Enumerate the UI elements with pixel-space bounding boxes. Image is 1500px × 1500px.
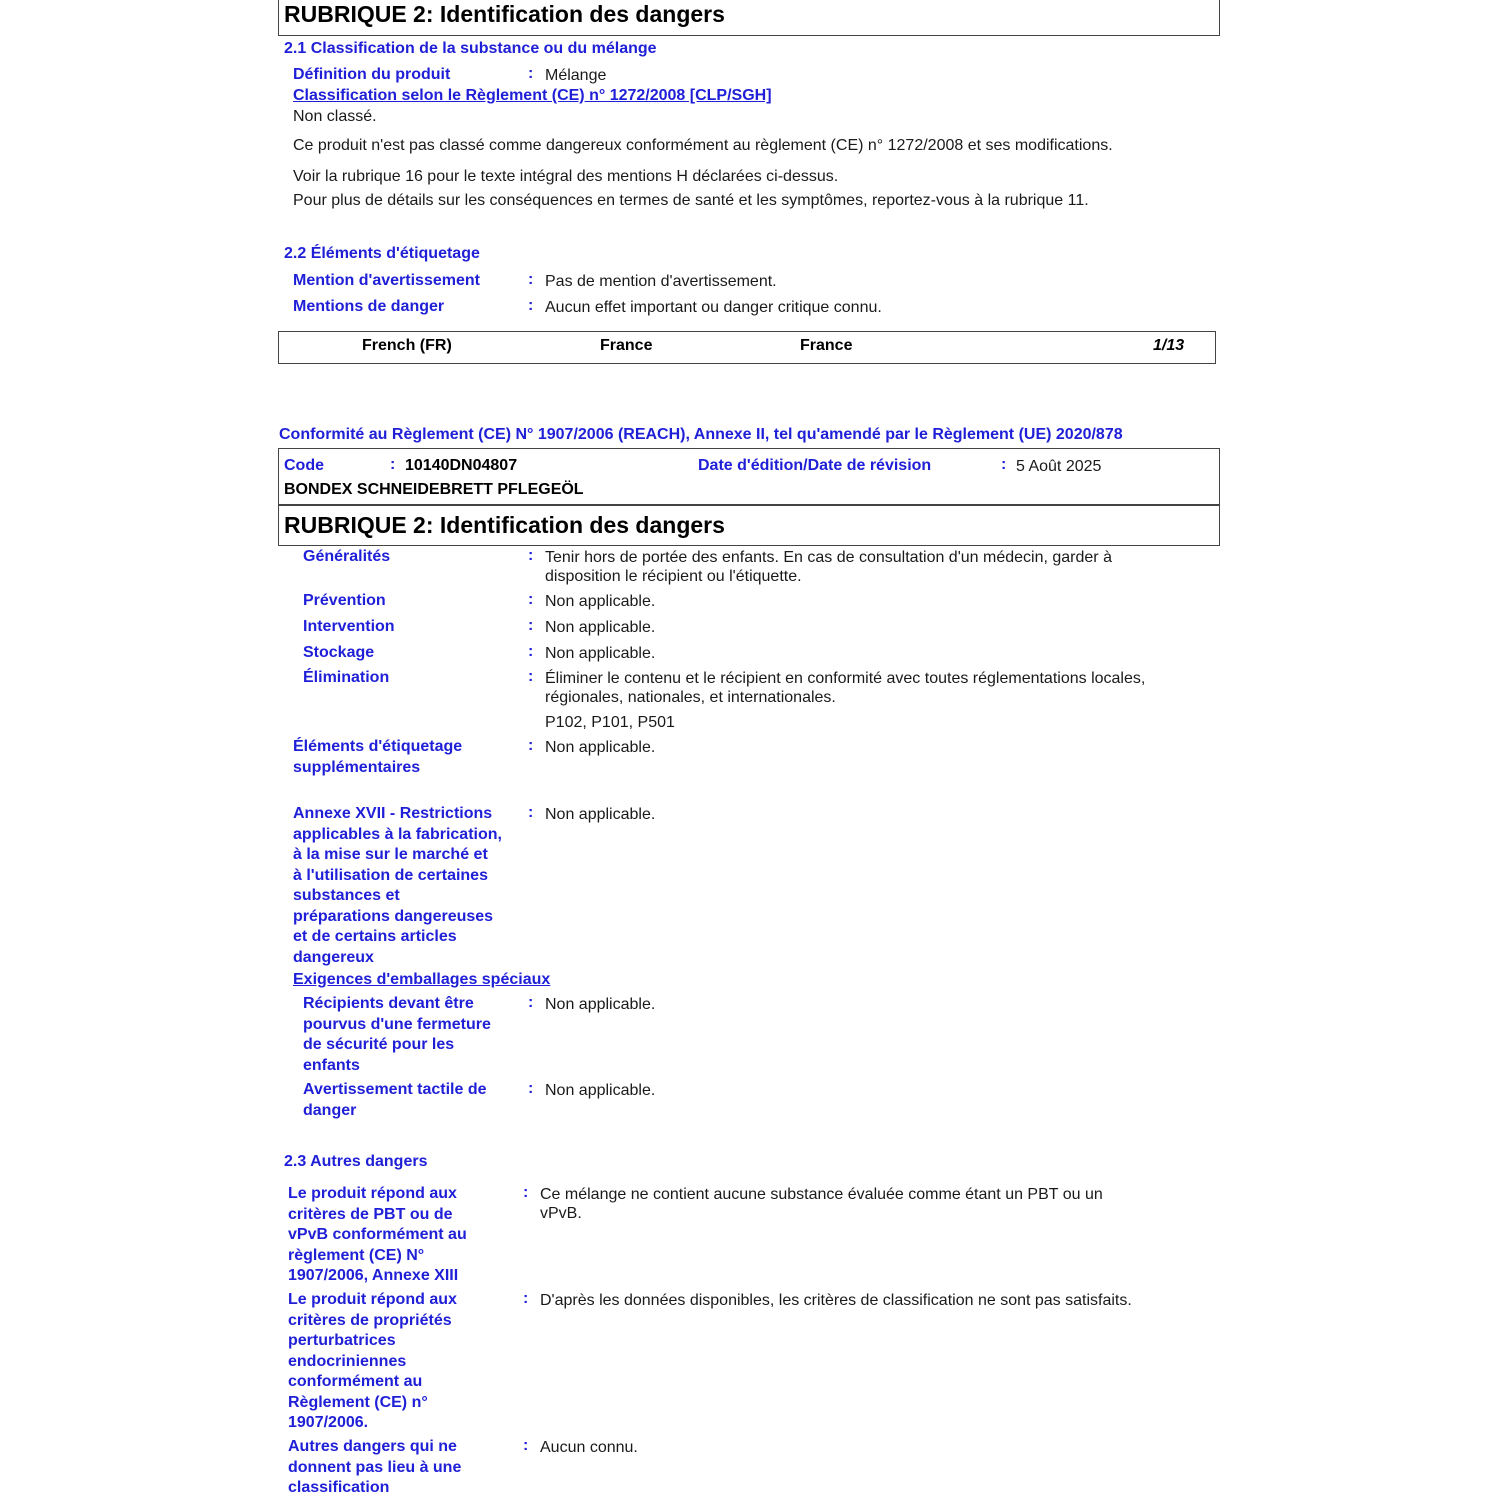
label-line: et de certains articles [293, 928, 457, 945]
colon: : [1001, 456, 1007, 473]
revision-date-label: Date d'édition/Date de révision [698, 457, 932, 474]
footer-page-number: 1/13 [1153, 337, 1185, 354]
disposal-value-line-1: Éliminer le contenu et le récipient en conformité avec toutes réglementations locales, [545, 670, 1146, 687]
product-definition-label: Définition du produit [293, 66, 451, 83]
label-line: donnent pas lieu à une [288, 1458, 462, 1476]
disposal-label: Élimination [303, 669, 390, 686]
label-line: préparations dangereuses [293, 907, 494, 925]
child-resistant-label [303, 994, 491, 1076]
label-line: à la mise sur le marché et [293, 846, 488, 863]
general-label: Généralités [303, 548, 391, 565]
label-line: vPvB conformément au [288, 1226, 467, 1243]
footer-country-2: France [800, 337, 853, 354]
label-line: endocriniennes [288, 1352, 407, 1370]
label-line: Le produit répond aux [288, 1291, 457, 1308]
other-hazards-label [288, 1437, 461, 1499]
intervention-label: Intervention [303, 618, 395, 635]
special-packaging-heading: Exigences d'emballages spéciaux [293, 971, 551, 988]
colon: : [390, 456, 396, 473]
subsection-2-3-heading: 2.3 Autres dangers [284, 1153, 428, 1170]
colon: : [523, 1437, 529, 1454]
precautionary-codes: P102, P101, P501 [545, 714, 675, 731]
label-line: de sécurité pour les [303, 1036, 455, 1053]
colon: : [528, 65, 534, 82]
colon: : [528, 617, 534, 634]
colon: : [528, 547, 534, 564]
colon: : [528, 668, 534, 685]
colon: : [523, 1184, 529, 1201]
tactile-warning-label [303, 1080, 486, 1121]
label-line: critères de propriétés [288, 1311, 452, 1329]
label-line: à l'utilisation de certaines [293, 866, 488, 884]
subsection-2-1-heading: 2.1 Classification de la substance ou du mélange [284, 40, 657, 57]
prevention-label: Prévention [303, 592, 386, 609]
colon: : [528, 804, 534, 821]
storage-value: Non applicable. [545, 645, 656, 662]
colon: : [528, 297, 534, 314]
signal-word-value: Pas de mention d'avertissement. [545, 273, 777, 290]
disposal-value-line-2: régionales, nationales, et internationales. [545, 689, 836, 706]
revision-date-value: 5 Août 2025 [1016, 458, 1102, 475]
label-line: Récipients devant être [303, 995, 474, 1012]
code-value: 10140DN04807 [405, 457, 518, 474]
footer-language: French (FR) [362, 337, 452, 354]
endocrine-value: D'après les données disponibles, les critères de classification ne sont pas satisfaits. [540, 1292, 1132, 1309]
tactile-warning-value: Non applicable. [545, 1082, 656, 1099]
label-line: perturbatrices [288, 1332, 396, 1349]
colon: : [528, 591, 534, 608]
label-line: 1907/2006. [288, 1414, 369, 1431]
hazard-statements-value: Aucun effet important ou danger critique connu. [545, 299, 882, 316]
label-line: dangereux [293, 948, 374, 966]
intervention-value: Non applicable. [545, 619, 656, 636]
pbt-label [288, 1184, 467, 1287]
storage-label: Stockage [303, 644, 375, 661]
supplementary-label-line-1: Éléments d'étiquetage [293, 738, 463, 755]
annex-xvii-value: Non applicable. [545, 806, 656, 823]
pbt-value-line-2: vPvB. [540, 1205, 582, 1222]
annex-xvii-label [293, 804, 502, 968]
colon: : [528, 994, 534, 1011]
label-line: 1907/2006, Annexe XIII [288, 1267, 459, 1284]
subsection-2-2-heading: 2.2 Éléments d'étiquetage [284, 245, 480, 262]
prevention-value: Non applicable. [545, 593, 656, 610]
reach-conformity-heading: Conformité au Règlement (CE) N° 1907/2006 (REACH), Annexe II, tel qu'amendé par le Règlement (UE) 2020/878 [279, 426, 1123, 443]
colon: : [523, 1290, 529, 1307]
label-line: pourvus d'une fermeture [303, 1015, 491, 1033]
health-effects-note: Pour plus de détails sur les conséquences en termes de santé et les symptômes, reportez-vous à la rubrique 11. [293, 192, 1089, 209]
footer-country: France [600, 337, 653, 354]
label-line: substances et [293, 887, 400, 904]
signal-word-label: Mention d'avertissement [293, 272, 480, 289]
colon: : [528, 271, 534, 288]
pbt-value-line-1: Ce mélange ne contient aucune substance évaluée comme étant un PBT ou un [540, 1186, 1103, 1203]
label-line: règlement (CE) N° [288, 1246, 425, 1264]
h-statements-note: Voir la rubrique 16 pour le texte intégral des mentions H déclarées ci-dessus. [293, 168, 839, 185]
general-value-line-1: Tenir hors de portée des enfants. En cas de consultation d'un médecin, garder à [545, 549, 1112, 566]
colon: : [528, 1080, 534, 1097]
product-definition-value: Mélange [545, 67, 607, 84]
not-classified-text: Non classé. [293, 108, 377, 125]
colon: : [528, 737, 534, 754]
label-line: classification [288, 1479, 390, 1496]
label-line: Annexe XVII - Restrictions [293, 805, 493, 822]
child-resistant-value: Non applicable. [545, 996, 656, 1013]
supplementary-label-line-2: supplémentaires [293, 759, 421, 776]
colon: : [528, 643, 534, 660]
section-title-1: RUBRIQUE 2: Identification des dangers [284, 1, 725, 27]
section-title-2: RUBRIQUE 2: Identification des dangers [284, 512, 725, 538]
clp-classification-heading: Classification selon le Règlement (CE) n° 1272/2008 [CLP/SGH] [293, 87, 772, 104]
general-value-line-2: disposition le récipient ou l'étiquette. [545, 568, 802, 585]
label-line: Avertissement tactile de [303, 1081, 487, 1098]
label-line: conformément au [288, 1373, 423, 1390]
endocrine-label [288, 1290, 457, 1434]
label-line: applicables à la fabrication, [293, 825, 502, 843]
label-line: enfants [303, 1056, 360, 1074]
product-name: BONDEX SCHNEIDEBRETT PFLEGEÖL [284, 481, 584, 498]
classification-paragraph: Ce produit n'est pas classé comme dangereux conformément au règlement (CE) n° 1272/2008 et ses modifications. [293, 137, 1113, 154]
code-label: Code [284, 457, 324, 474]
label-line: danger [303, 1101, 357, 1119]
other-hazards-value: Aucun connu. [540, 1439, 638, 1456]
label-line: Règlement (CE) n° [288, 1393, 428, 1411]
hazard-statements-label: Mentions de danger [293, 298, 445, 315]
label-line: critères de PBT ou de [288, 1205, 453, 1223]
supplementary-value: Non applicable. [545, 739, 656, 756]
label-line: Autres dangers qui ne [288, 1438, 457, 1455]
label-line: Le produit répond aux [288, 1185, 457, 1202]
